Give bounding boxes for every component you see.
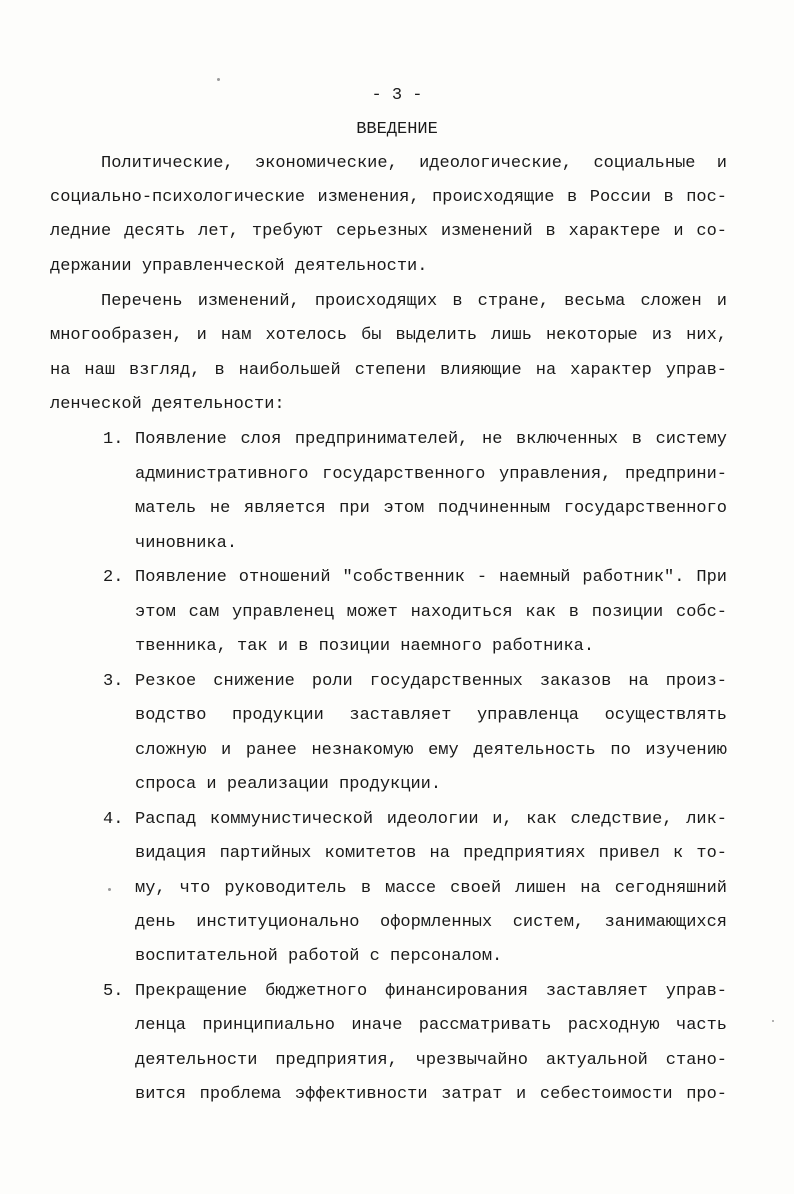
list-item-4-line-5: воспитательной работой с персоналом.	[135, 947, 503, 966]
list-item-3-line-4: спроса и реализации продукции.	[135, 775, 442, 794]
list-item-3-line-1: Резкое снижение роли государственных заказов на произ-	[135, 672, 727, 691]
list-item-1-line-3: матель не является при этом подчиненным государственного	[135, 499, 727, 518]
list-item-4-line-3: му, что руководитель в массе своей лишен на сегодняшний	[135, 879, 727, 898]
scan-speck	[108, 888, 111, 891]
list-item-1-number: 1.	[103, 430, 124, 449]
list-item-4-line-4: день институционально оформленных систем, занимающихся	[135, 913, 727, 932]
scan-speck	[217, 78, 220, 81]
list-item-2-number: 2.	[103, 568, 124, 587]
paragraph-2-line-3: на наш взгляд, в наибольшей степени влияющие на характер управ-	[50, 361, 727, 380]
page-number: - 3 -	[371, 86, 423, 105]
list-item-5-line-3: деятельности предприятия, чрезвычайно актуальной стано-	[135, 1051, 727, 1070]
list-item-5-number: 5.	[103, 982, 124, 1001]
list-item-5-line-2: ленца принципиально иначе рассматривать расходную часть	[135, 1016, 727, 1035]
list-item-4-line-1: Распад коммунистической идеологии и, как следствие, лик-	[135, 810, 727, 829]
list-item-1-line-4: чиновника.	[135, 534, 238, 553]
list-item-3-number: 3.	[103, 672, 124, 691]
scan-speck	[772, 1020, 774, 1022]
paragraph-1-line-1: Политические, экономические, идеологические, социальные и	[101, 154, 727, 173]
list-item-2-line-2: этом сам управленец может находиться как в позиции собс-	[135, 603, 727, 622]
paragraph-2-line-2: многообразен, и нам хотелось бы выделить лишь некоторые из них,	[50, 326, 727, 345]
paragraph-2-line-1: Перечень изменений, происходящих в стране, весьма сложен и	[101, 292, 727, 311]
section-heading: ВВЕДЕНИЕ	[356, 120, 438, 139]
paragraph-2-line-4: ленческой деятельности:	[50, 395, 285, 414]
list-item-1-line-2: административного государственного управления, предприни-	[135, 465, 727, 484]
list-item-2-line-3: твенника, так и в позиции наемного работника.	[135, 637, 595, 656]
list-item-3-line-2: водство продукции заставляет управленца осуществлять	[135, 706, 727, 725]
list-item-3-line-3: сложную и ранее незнакомую ему деятельность по изучению	[135, 741, 727, 760]
paragraph-1-line-3: ледние десять лет, требуют серьезных изменений в характере и со-	[50, 222, 727, 241]
list-item-5-line-4: вится проблема эффективности затрат и себестоимости про-	[135, 1085, 727, 1104]
list-item-5-line-1: Прекращение бюджетного финансирования заставляет управ-	[135, 982, 727, 1001]
list-item-1-line-1: Появление слоя предпринимателей, не включенных в систему	[135, 430, 727, 449]
list-item-2-line-1: Появление отношений "собственник - наемный работник". При	[135, 568, 727, 587]
list-item-4-number: 4.	[103, 810, 124, 829]
paragraph-1-line-4: держании управленческой деятельности.	[50, 257, 428, 276]
list-item-4-line-2: видация партийных комитетов на предприятиях привел к то-	[135, 844, 727, 863]
paragraph-1-line-2: социально-психологические изменения, происходящие в России в пос-	[50, 188, 727, 207]
